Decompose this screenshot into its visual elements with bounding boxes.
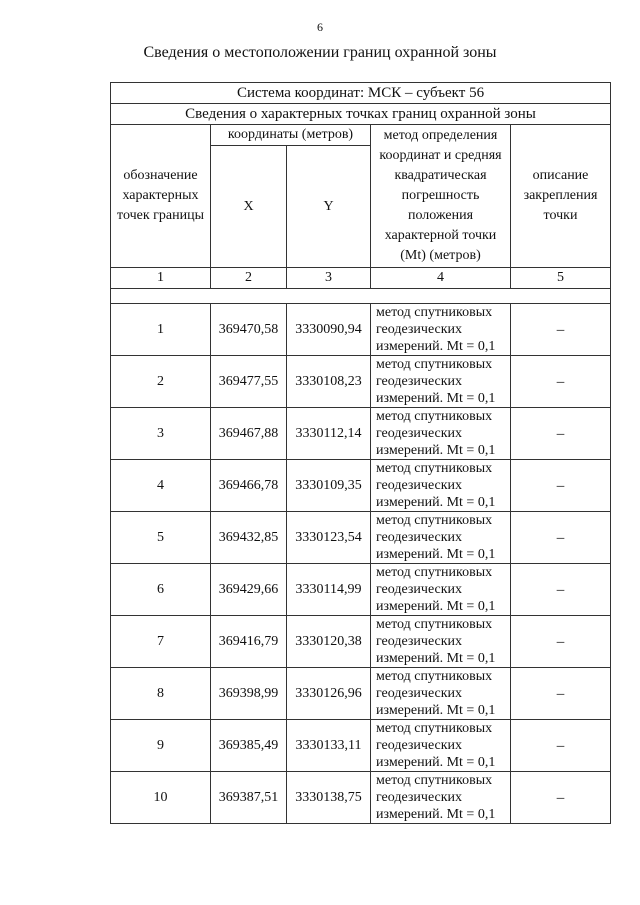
column-number: 3 bbox=[287, 268, 371, 289]
y-coordinate-cell: 3330120,38 bbox=[287, 616, 371, 668]
table-row bbox=[111, 616, 611, 668]
method-cell: метод спутниковых геодезических измерений. Mt = 0,1 bbox=[371, 408, 511, 460]
header-method: метод определения координат и средняя квадратическая погрешность положения характерной точки (Mt) (метров) bbox=[371, 125, 511, 268]
spacer-cell bbox=[111, 289, 611, 304]
x-coordinate-cell: 369466,78 bbox=[211, 460, 287, 512]
point-id-cell: 3 bbox=[111, 408, 211, 460]
description-cell: – bbox=[511, 720, 611, 772]
point-id-cell: 7 bbox=[111, 616, 211, 668]
table-row bbox=[111, 460, 611, 512]
description-cell: – bbox=[511, 564, 611, 616]
y-coordinate-cell: 3330133,11 bbox=[287, 720, 371, 772]
x-coordinate-cell: 369385,49 bbox=[211, 720, 287, 772]
header-description: описание закрепления точки bbox=[511, 125, 611, 268]
x-coordinate-cell: 369432,85 bbox=[211, 512, 287, 564]
header-x: X bbox=[211, 146, 287, 268]
header-coordinates: координаты (метров) bbox=[211, 125, 371, 146]
y-coordinate-cell: 3330112,14 bbox=[287, 408, 371, 460]
column-number: 2 bbox=[211, 268, 287, 289]
point-id-cell: 8 bbox=[111, 668, 211, 720]
header-point-designation: обозначение характерных точек границы bbox=[111, 125, 211, 268]
y-coordinate-cell: 3330114,99 bbox=[287, 564, 371, 616]
header-y: Y bbox=[287, 146, 371, 268]
coordinate-system-row: Система координат: МСК – субъект 56 bbox=[111, 83, 611, 104]
point-id-cell: 4 bbox=[111, 460, 211, 512]
description-cell: – bbox=[511, 460, 611, 512]
method-cell: метод спутниковых геодезических измерений. Mt = 0,1 bbox=[371, 304, 511, 356]
method-cell: метод спутниковых геодезических измерений. Mt = 0,1 bbox=[371, 616, 511, 668]
method-cell: метод спутниковых геодезических измерений. Mt = 0,1 bbox=[371, 720, 511, 772]
point-id-cell: 6 bbox=[111, 564, 211, 616]
point-id-cell: 10 bbox=[111, 772, 211, 824]
x-coordinate-cell: 369467,88 bbox=[211, 408, 287, 460]
table-row bbox=[111, 408, 611, 460]
page-number: 6 bbox=[317, 20, 323, 34]
method-cell: метод спутниковых геодезических измерений. Mt = 0,1 bbox=[371, 772, 511, 824]
method-cell: метод спутниковых геодезических измерений. Mt = 0,1 bbox=[371, 564, 511, 616]
y-coordinate-cell: 3330090,94 bbox=[287, 304, 371, 356]
method-cell: метод спутниковых геодезических измерений. Mt = 0,1 bbox=[371, 460, 511, 512]
boundary-points-table bbox=[110, 82, 611, 824]
column-number: 5 bbox=[511, 268, 611, 289]
x-coordinate-cell: 369387,51 bbox=[211, 772, 287, 824]
x-coordinate-cell: 369477,55 bbox=[211, 356, 287, 408]
description-cell: – bbox=[511, 356, 611, 408]
y-coordinate-cell: 3330138,75 bbox=[287, 772, 371, 824]
description-cell: – bbox=[511, 512, 611, 564]
description-cell: – bbox=[511, 616, 611, 668]
x-coordinate-cell: 369429,66 bbox=[211, 564, 287, 616]
point-id-cell: 2 bbox=[111, 356, 211, 408]
table-row bbox=[111, 720, 611, 772]
method-cell: метод спутниковых геодезических измерений. Mt = 0,1 bbox=[371, 512, 511, 564]
point-id-cell: 9 bbox=[111, 720, 211, 772]
y-coordinate-cell: 3330123,54 bbox=[287, 512, 371, 564]
description-cell: – bbox=[511, 668, 611, 720]
method-cell: метод спутниковых геодезических измерений. Mt = 0,1 bbox=[371, 356, 511, 408]
spacer-row bbox=[111, 289, 611, 304]
description-cell: – bbox=[511, 304, 611, 356]
column-numbers-row bbox=[111, 268, 611, 289]
y-coordinate-cell: 3330108,23 bbox=[287, 356, 371, 408]
description-cell: – bbox=[511, 772, 611, 824]
table-row bbox=[111, 772, 611, 824]
point-id-cell: 1 bbox=[111, 304, 211, 356]
method-cell: метод спутниковых геодезических измерений. Mt = 0,1 bbox=[371, 668, 511, 720]
x-coordinate-cell: 369398,99 bbox=[211, 668, 287, 720]
points-info-row: Сведения о характерных точках границ охранной зоны bbox=[111, 104, 611, 125]
description-cell: – bbox=[511, 408, 611, 460]
point-id-cell: 5 bbox=[111, 512, 211, 564]
table-row bbox=[111, 356, 611, 408]
x-coordinate-cell: 369470,58 bbox=[211, 304, 287, 356]
column-number: 4 bbox=[371, 268, 511, 289]
document-title: Сведения о местоположении границ охранной зоны bbox=[143, 44, 497, 61]
column-number: 1 bbox=[111, 268, 211, 289]
table-row bbox=[111, 304, 611, 356]
table-row bbox=[111, 668, 611, 720]
table-row bbox=[111, 564, 611, 616]
x-coordinate-cell: 369416,79 bbox=[211, 616, 287, 668]
table-row bbox=[111, 512, 611, 564]
y-coordinate-cell: 3330109,35 bbox=[287, 460, 371, 512]
y-coordinate-cell: 3330126,96 bbox=[287, 668, 371, 720]
